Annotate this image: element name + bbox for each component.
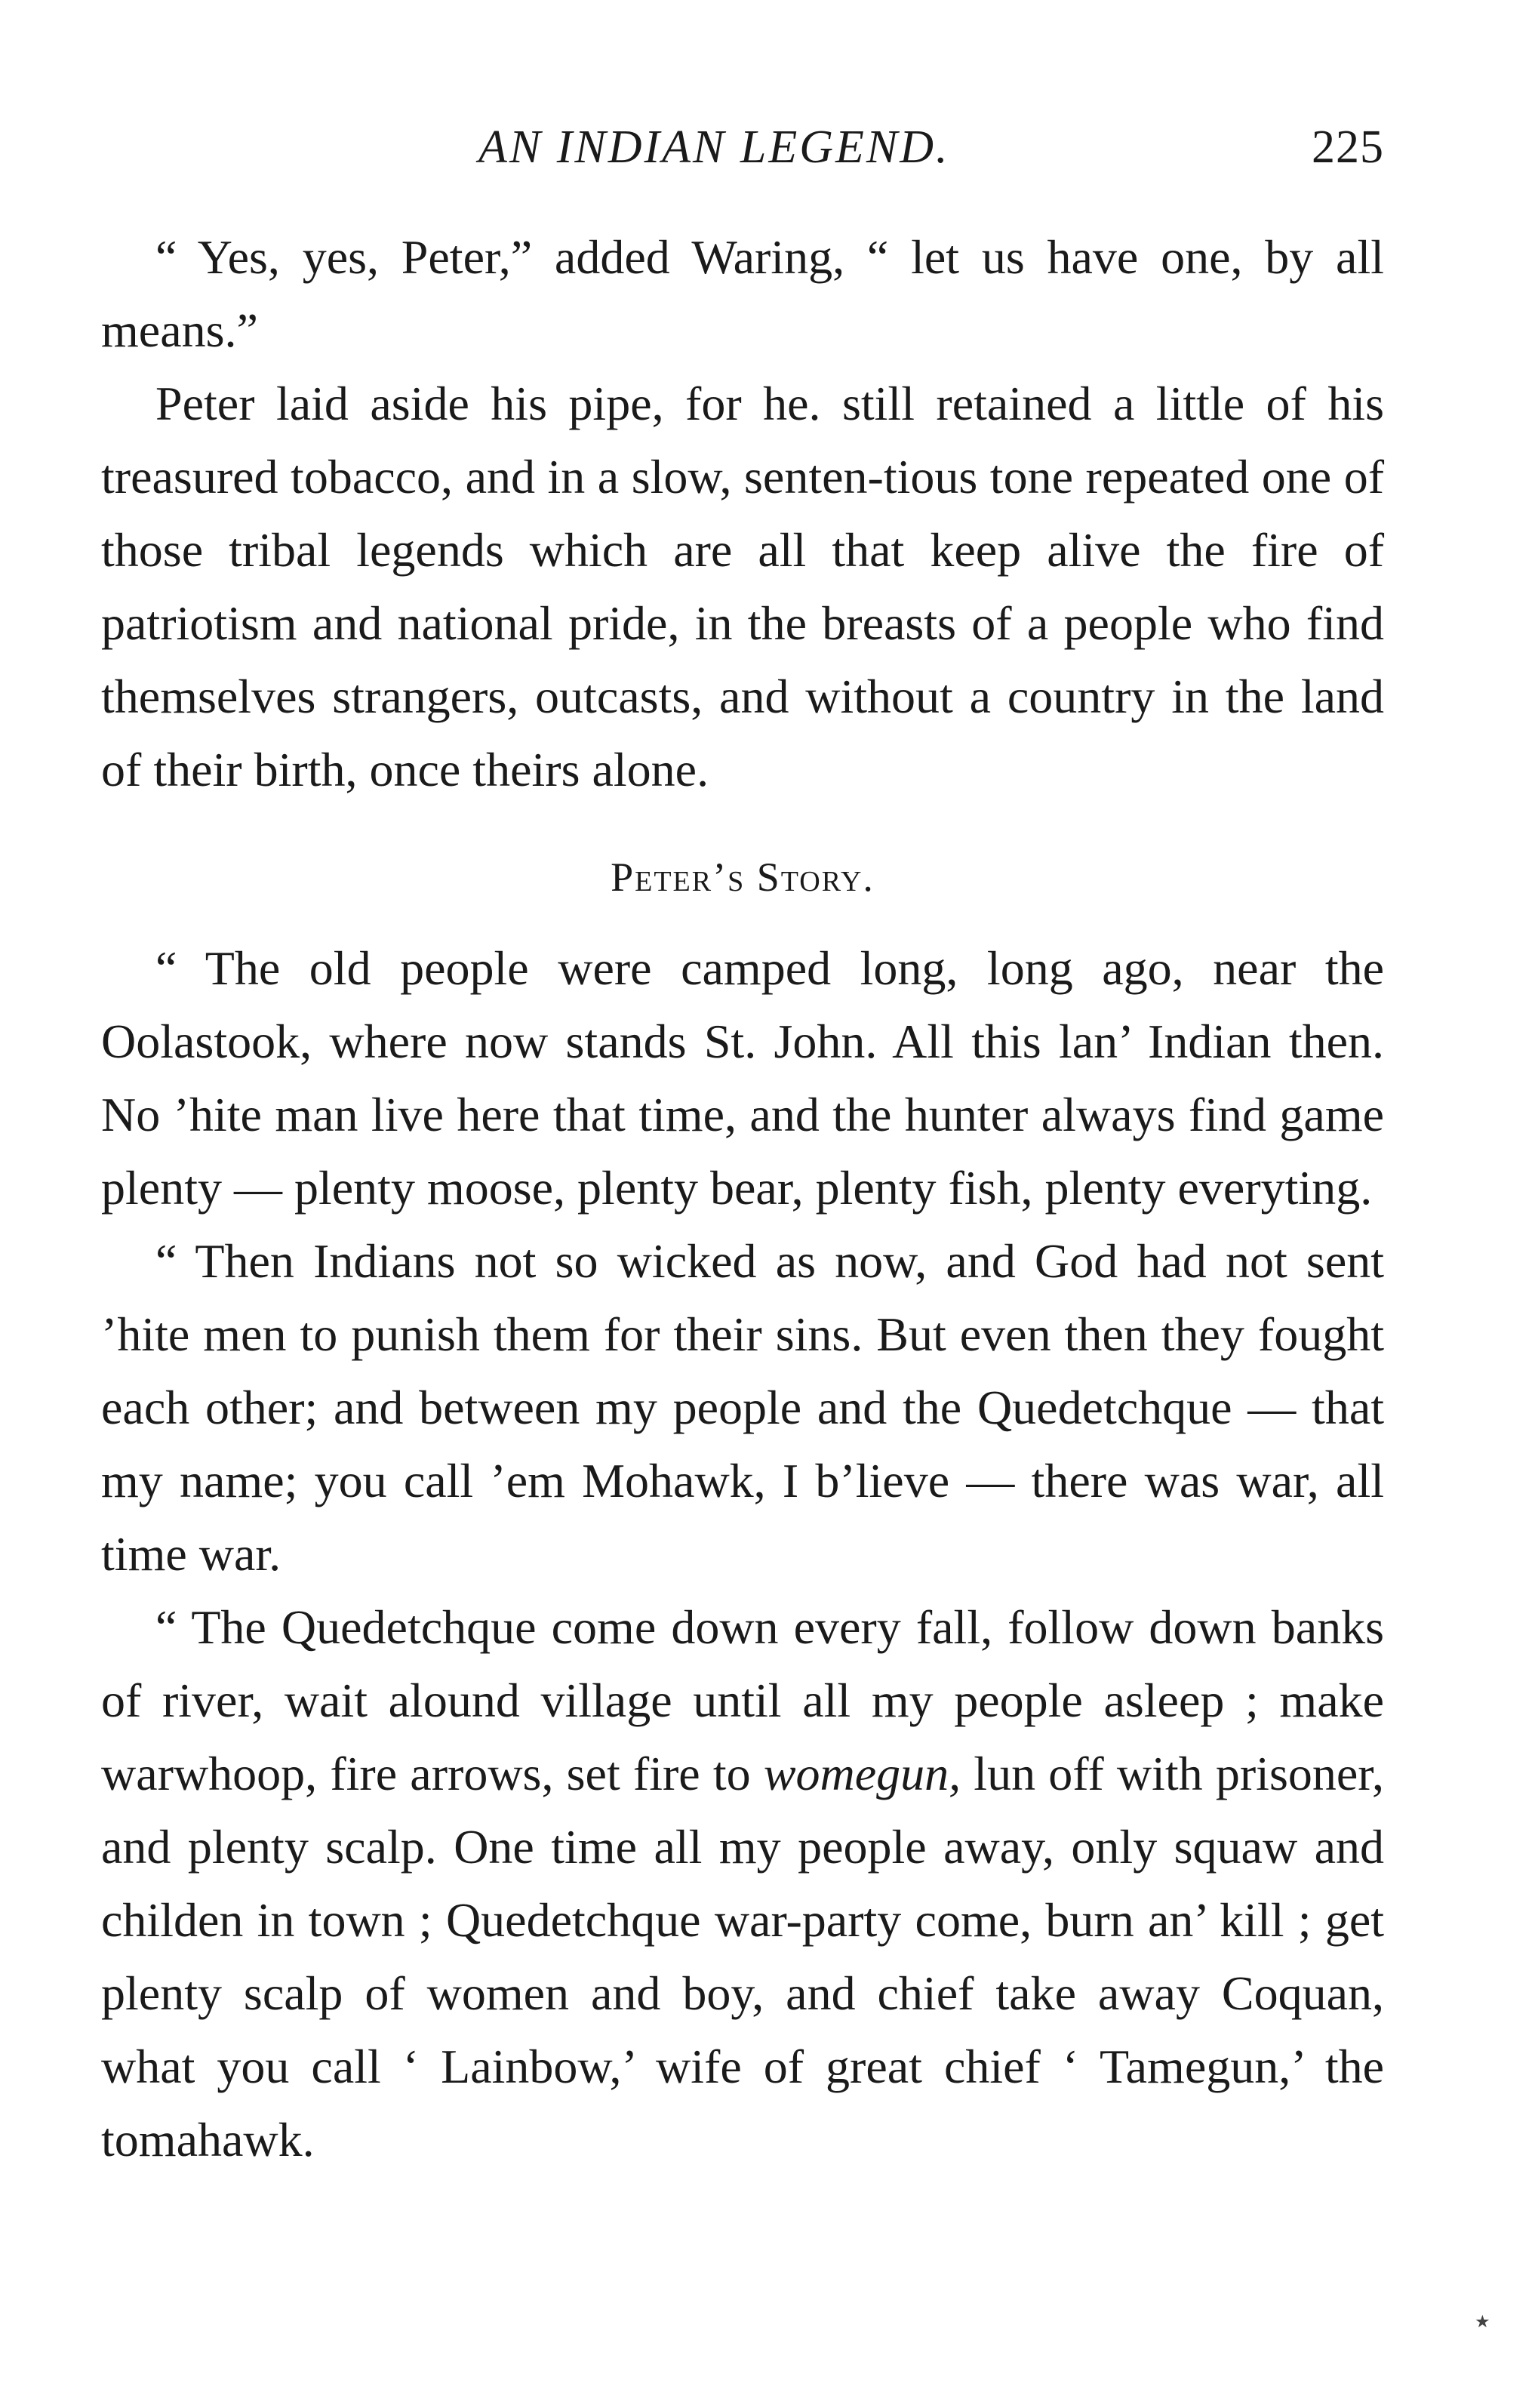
running-head [101, 113, 1384, 181]
margin-mark: ٭ [1475, 2305, 1490, 2337]
paragraph: Peter laid aside his pipe, for he. still retained a little of his treasured tobacco, and in a slow, senten-tious tone repeated one of those tribal legends which are all that keep alive the fire of patriotism and national pride, in the breasts of a people who find themselves strangers, outcasts, and without a country in the land of their birth, once theirs alone. [101, 377, 1384, 796]
story-paragraph: “ The old people were camped long, long ago, near the Oolastook, where now stands St. John. All this lan’ Indian then. No ’hite man live here that time, and the hunter always find game plenty — plenty moose, plenty bear, plenty fish, plenty everyting. [101, 941, 1384, 1215]
running-title: AN INDIAN LEGEND. [478, 122, 950, 173]
page-number: 225 [1312, 122, 1384, 173]
story-paragraph: “ Then Indians not so wicked as now, and God had not sent ’hite men to punish them for their sins. But even then they fought each other; and between my people and the Quedetchque — that my name; you call ’em Mohawk, I b’lieve — there was war, all time war. [101, 1234, 1384, 1581]
paragraph: “ Yes, yes, Peter,” added Waring, “ let us have one, by all means.” [101, 230, 1384, 357]
italic-word: womegun, [763, 1747, 961, 1800]
story-paragraph [101, 1590, 1384, 2176]
story-text: “ The Quedetchque come down every fall, follow down banks of river, wait alound village until all my people asleep ; make warwhoop, fire arrows, set fire to [101, 1600, 1384, 1800]
body-text [101, 220, 1384, 2176]
story-text: lun off with prisoner, and plenty scalp. One time all my people away, only squaw and childen in town ; Quedetchque war-party come, burn an’ kill ; get plenty scalp of women and boy, and chief take away Coquan, what you call ‘ Lainbow,’ wife of great chief ‘ Tamegun,’ the tomahawk. [101, 1747, 1385, 2166]
section-heading: Peter’s Story. [611, 855, 875, 900]
